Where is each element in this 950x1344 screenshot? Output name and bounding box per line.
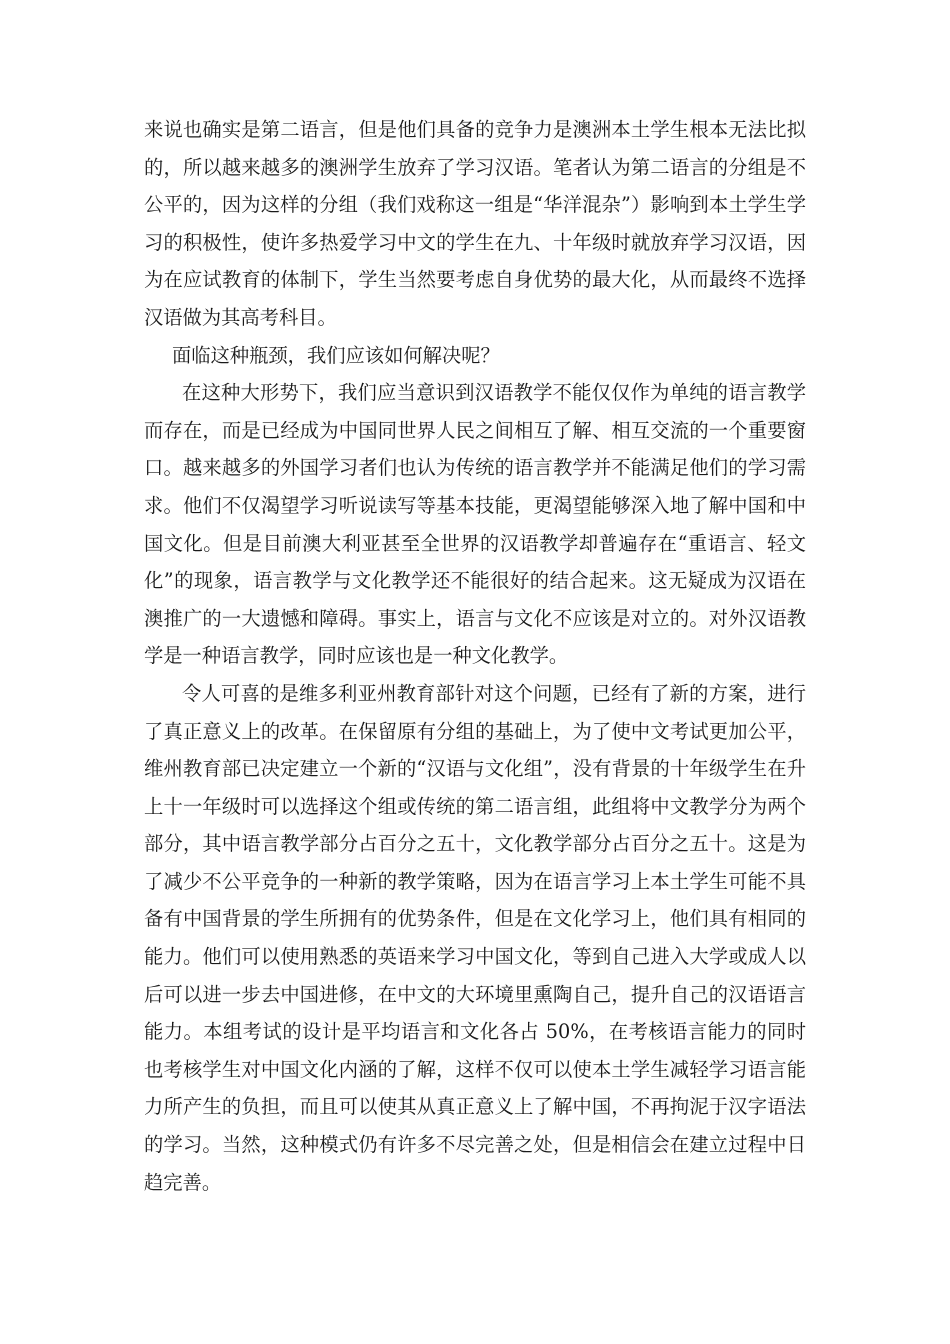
paragraph-reform: 令人可喜的是维多利亚州教育部针对这个问题，已经有了新的方案，进行了真正意义上的改革。在保留原有分组的基础上，为了使中文考试更加公平，维州教育部已决定建立一个新的“汉语与文化组”，没有背景的十年级学生在升上十一年级时可以选择这个组或传统的第二语言组，此组将中文教学分为两个部分，其中语言教学部分占百分之五十，文化教学部分占百分之五十。这是为了减少不公平竞争的一种新的教学策略，因为在语言学习上本土学生可能不具备有中国背景的学生所拥有的优势条件，但是在文化学习上，他们具有相同的能力。他们可以使用熟悉的英语来学习中国文化，等到自己进入大学或成人以后可以进一步去中国进修，在中文的大环境里熏陶自己，提升自己的汉语语言能力。本组考试的设计是平均语言和文化各占 50%，在考核语言能力的同时也考核学生对中国文化内涵的了解，这样不仅可以使本土学生减轻学习语言能力所产生的负担，而且可以使其从真正意义上了解中国，不再拘泥于汉字语法的学习。当然，这种模式仍有许多不尽完善之处，但是相信会在建立过程中日趋完善。 xyxy=(144,681,806,1194)
paragraph-situation: 在这种大形势下，我们应当意识到汉语教学不能仅仅作为单纯的语言教学而存在，而是已经成为中国同世界人民之间相互了解、相互交流的一个重要窗口。越来越多的外国学习者们也认为传统的语言教学并不能满足他们的学习需求。他们不仅渴望学习听说读写等基本技能，更渴望能够深入地了解中国和中国文化。但是目前澳大利亚甚至全世界的汉语教学却普遍存在“重语言、轻文化”的现象，语言教学与文化教学还不能很好的结合起来。这无疑成为汉语在澳推广的一大遗憾和障碍。事实上，语言与文化不应该是对立的。对外汉语教学是一种语言教学，同时应该也是一种文化教学。 xyxy=(144,381,806,668)
paragraph-continuation: 来说也确实是第二语言，但是他们具备的竞争力是澳洲本土学生根本无法比拟的，所以越来越多的澳洲学生放弃了学习汉语。笔者认为第二语言的分组是不公平的，因为这样的分组（我们戏称这一组是“华洋混杂”）影响到本土学生学习的积极性，使许多热爱学习中文的学生在九、十年级时就放弃学习汉语，因为在应试教育的体制下，学生当然要考虑自身优势的最大化，从而最终不选择汉语做为其高考科目。 xyxy=(144,118,806,329)
paragraph-question: 面临这种瓶颈，我们应该如何解决呢？ xyxy=(172,343,500,367)
document-page xyxy=(144,111,806,1201)
